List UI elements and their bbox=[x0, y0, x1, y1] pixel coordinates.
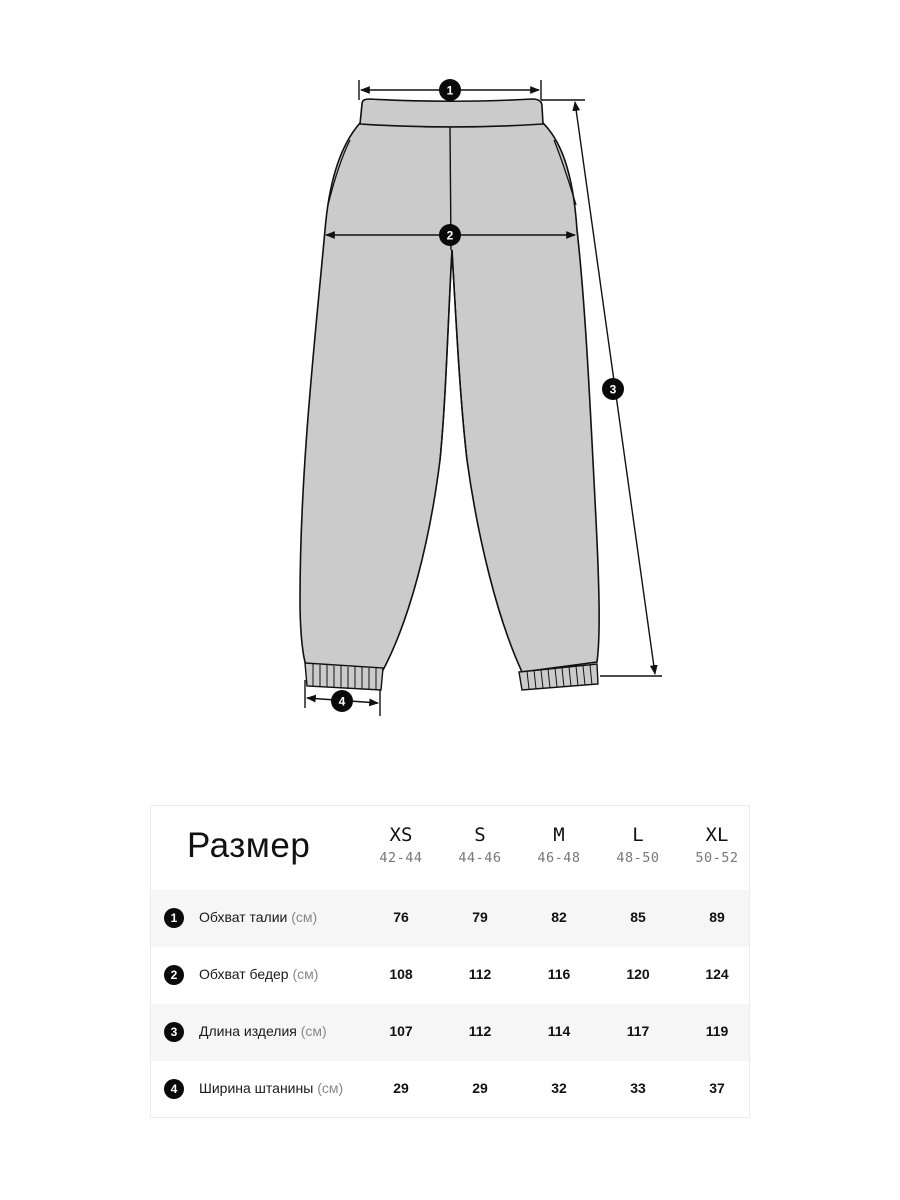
table-header bbox=[151, 806, 749, 890]
size-col-m bbox=[519, 806, 599, 866]
cell-value: 76 bbox=[393, 909, 409, 925]
size-name: L bbox=[632, 824, 644, 846]
row-number-badge: 1 bbox=[164, 908, 184, 928]
cell-value: 89 bbox=[709, 909, 725, 925]
size-range: 48-50 bbox=[616, 850, 660, 866]
svg-text:2: 2 bbox=[446, 228, 454, 243]
cell-value: 117 bbox=[626, 1023, 650, 1039]
cell-value: 112 bbox=[468, 1023, 492, 1039]
size-col-l bbox=[598, 806, 678, 866]
size-col-xs bbox=[361, 806, 441, 866]
measure-waist bbox=[359, 79, 541, 101]
table-row-waist bbox=[151, 890, 749, 947]
cell-value: 107 bbox=[389, 1023, 413, 1039]
cell-value: 33 bbox=[630, 1080, 646, 1096]
row-number-badge: 2 bbox=[164, 965, 184, 985]
row-label: Обхват талии (см) bbox=[199, 909, 318, 925]
size-range: 42-44 bbox=[379, 850, 423, 866]
row-label: Обхват бедер (см) bbox=[199, 966, 319, 982]
cell-value: 116 bbox=[547, 966, 571, 982]
table-row-length bbox=[151, 1004, 749, 1061]
svg-text:3: 3 bbox=[609, 382, 617, 397]
cell-value: 85 bbox=[630, 909, 646, 925]
row-label: Ширина штанины (см) bbox=[199, 1080, 344, 1096]
cell-value: 112 bbox=[468, 966, 492, 982]
cell-value: 29 bbox=[472, 1080, 488, 1096]
size-name: XS bbox=[389, 824, 413, 846]
cell-value: 32 bbox=[551, 1080, 567, 1096]
svg-text:1: 1 bbox=[446, 83, 454, 98]
cell-value: 120 bbox=[626, 966, 650, 982]
cell-value: 124 bbox=[705, 966, 729, 982]
svg-text:4: 4 bbox=[338, 694, 346, 709]
cell-value: 79 bbox=[472, 909, 488, 925]
size-col-s bbox=[440, 806, 520, 866]
row-number-badge: 4 bbox=[164, 1079, 184, 1099]
table-row-hips bbox=[151, 947, 749, 1004]
cell-value: 37 bbox=[709, 1080, 725, 1096]
cell-value: 108 bbox=[389, 966, 413, 982]
cell-value: 119 bbox=[705, 1023, 729, 1039]
cell-value: 114 bbox=[547, 1023, 571, 1039]
pants-illustration bbox=[300, 99, 599, 690]
cell-value: 82 bbox=[551, 909, 567, 925]
cell-value: 29 bbox=[393, 1080, 409, 1096]
size-table bbox=[150, 805, 750, 1118]
size-name: XL bbox=[705, 824, 729, 846]
size-range: 50-52 bbox=[695, 850, 739, 866]
size-name: S bbox=[474, 824, 486, 846]
size-col-xl bbox=[677, 806, 757, 866]
size-range: 46-48 bbox=[537, 850, 581, 866]
size-range: 44-46 bbox=[458, 850, 502, 866]
table-title: Размер bbox=[187, 826, 311, 865]
row-number-badge: 3 bbox=[164, 1022, 184, 1042]
table-row-leg-width bbox=[151, 1061, 749, 1118]
size-name: M bbox=[553, 824, 565, 846]
row-label: Длина изделия (см) bbox=[199, 1023, 327, 1039]
